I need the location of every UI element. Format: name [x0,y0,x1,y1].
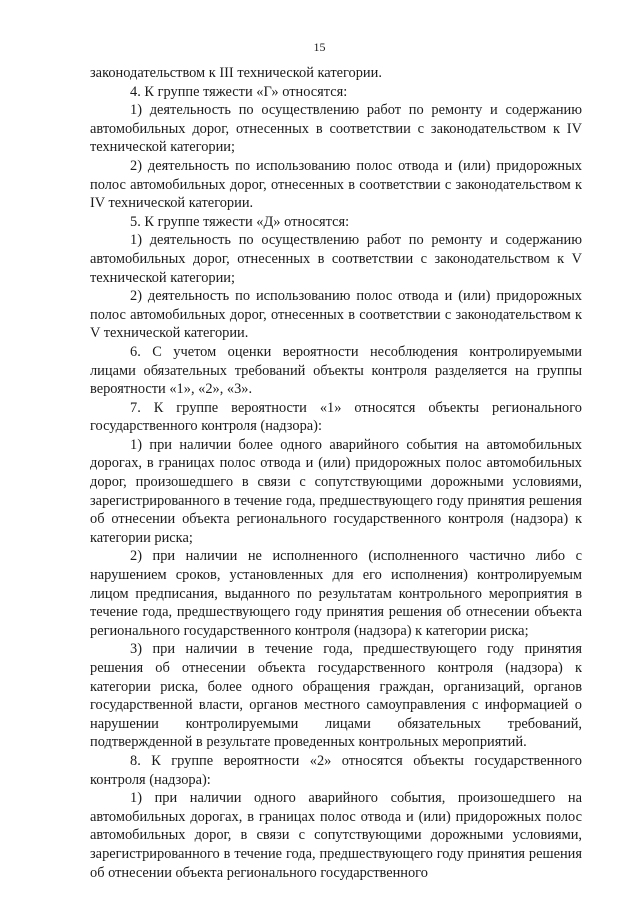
paragraph: 1) деятельность по осуществлению работ по ремонту и содержанию автомобильных дорог, отнесенных в соответствии с законодательством к IV технической категории; [90,102,582,156]
paragraph: 1) деятельность по осуществлению работ по ремонту и содержанию автомобильных дорог, отнесенных в соответствии с законодательством к V технической категории; [90,232,582,286]
document-body [90,64,582,882]
paragraph: 4. К группе тяжести «Г» относятся: [130,83,348,100]
paragraph: 2) при наличии не исполненного (исполненного частично либо с нарушением сроков, установленных для его исполнения) контролируемым лицом предписания, выданного по результатам контрольного мероприятия в течение года, предшествующего году принятия решения об отнесении объекта регионального государственного контроля (надзора) к категории риска; [90,548,582,639]
paragraph: 1) при наличии более одного аварийного события на автомобильных дорогах, в границах полос отвода и (или) придорожных полос автомобильных дорог, произошедшего в связи с сопутствующими дорожными условиями, зарегистрированного в течение года, предшествующего году принятия решения об отнесении объекта регионального государственного контроля (надзора) к категории риска; [90,436,582,546]
page-number: 15 [313,40,326,54]
paragraph: 2) деятельность по использованию полос отвода и (или) придорожных полос автомобильных дорог, отнесенных в соответствии с законодательством к IV технической категории. [90,157,582,212]
paragraph: 5. К группе тяжести «Д» относятся: [130,213,350,230]
paragraph: 1) при наличии одного аварийного события, произошедшего на автомобильных дорогах, в границах полос отвода и (или) придорожных полос автомобильных дорог, в связи с сопутствующими дорожными условиями, зарегистрированного в течение года, предшествующего году принятия решения об отнесении объекта регионального государственного [90,790,582,881]
paragraph: 8. К группе вероятности «2» относятся объекты государственного контроля (надзора): [90,752,582,788]
paragraph: 6. С учетом оценки вероятности несоблюдения контролируемыми лицами обязательных требований объекты контроля разделяется на группы вероятности «1», «2», «3». [90,343,582,398]
paragraph: законодательством к III технической категории. [90,65,382,81]
paragraph: 2) деятельность по использованию полос отвода и (или) придорожных полос автомобильных дорог, отнесенных в соответствии с законодательством к V технической категории. [90,288,582,342]
paragraph: 3) при наличии в течение года, предшествующего году принятия решения об отнесении объекта государственного контроля (надзора) к категории риска, более одного обращения граждан, организаций, органов государственной власти, органов местного самоуправления с информацией о нарушении контролируемыми лицами обязательных требований, подтвержденной в результате проведенных контрольных мероприятий. [90,641,582,751]
paragraph: 7. К группе вероятности «1» относятся объекты регионального государственного контроля (надзора): [90,399,582,435]
